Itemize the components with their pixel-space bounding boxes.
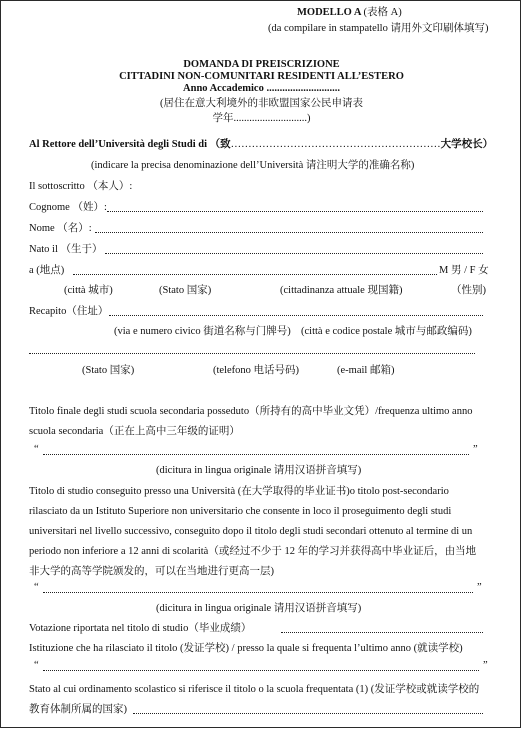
university-hint: (indicare la precisa denominazione dell’Università 请注明大学的准确名称)	[91, 160, 415, 171]
post-sec-text-2: rilasciato da un Istituto Superiore non universitario che consente in loco il proseguimento degli studi	[29, 506, 452, 517]
stato-sublabel: (Stato 国家)	[159, 285, 212, 296]
quote-close: ”	[477, 582, 482, 593]
luogo-label: a (地点)	[29, 265, 65, 276]
post-sec-text-4: periodo non inferiore a 12 anni di scolarità（或经过不少于 12 年的学习并获得高中毕业证后，由当地	[29, 546, 477, 557]
istituzione-label: Istituzione che ha rilasciato il titolo (发证学校) / presso la quale si frequenta l’ultimo anno (就读学校)	[29, 643, 463, 654]
birth-place-field[interactable]	[73, 274, 437, 275]
stato-ordinamento-label: Stato al cui ordinamento scolastico si riferisce il titolo o la scuola frequentata (1) (发证学校或就读学校的	[29, 684, 480, 695]
cognome-field[interactable]	[107, 211, 483, 212]
istituzione-field[interactable]	[43, 670, 479, 671]
fill-instruction: (da compilare in stampatello 请用外文印刷体填写)	[268, 23, 489, 34]
birth-date-field[interactable]	[105, 253, 483, 254]
quote-open: “	[34, 444, 39, 455]
academic-year-cn: 学年............................)	[212, 113, 311, 124]
nato-label: Nato il （生于）	[29, 244, 103, 255]
dicitura-hint-1: (dicitura in lingua originale 请用汉语拼音填写)	[156, 465, 362, 476]
form-title-cn: (居住在意大利境外的非欧盟国家公民申请表	[160, 98, 363, 109]
quote-close: ”	[483, 660, 488, 671]
recapito-label: Recapito（住址）	[29, 306, 109, 317]
quote-open: “	[34, 660, 39, 671]
post-sec-text-1: Titolo di studio conseguito presso una Università (在大学取得的毕业证书)o titolo post-secondario	[29, 486, 449, 497]
stato-ordinamento-label-2: 教育体制所属的国家)	[29, 704, 127, 715]
post-sec-text-3: universitari nel livello successivo, conseguito dopo il titolo degli studi secondari ottenuto al termine di un	[29, 526, 473, 537]
form-title: DOMANDA DI PREISCRIZIONE	[183, 59, 340, 70]
citta-sublabel: (città 城市)	[64, 285, 113, 296]
stato-address-sublabel: (Stato 国家)	[82, 365, 135, 376]
sex-selector[interactable]: M 男 / F 女	[439, 265, 489, 276]
nome-label: Nome （名）:	[29, 223, 92, 234]
votazione-label: Votazione riportata nel titolo di studio（毕业成绩）	[29, 623, 252, 634]
votazione-field[interactable]	[281, 632, 483, 633]
via-sublabel: (via e numero civico 街道名称与门牌号)	[114, 326, 291, 337]
quote-close: ”	[473, 444, 478, 455]
stato-ordinamento-field[interactable]	[133, 713, 483, 714]
quote-open: “	[34, 582, 39, 593]
modello-label: MODELLO A (表格 A)	[297, 7, 402, 18]
titolo-finale-label-2: scuola secondaria（正在上高中三年级的证明）	[29, 426, 240, 437]
post-sec-text-5: 非大学的高等学院颁发的，可以在当地进行更高一层)	[29, 566, 274, 577]
citta-cap-sublabel: (città e codice postale 城市与邮政编码)	[301, 326, 472, 337]
academic-year: Anno Accademico ............................	[183, 83, 340, 94]
rettore-line: Al Rettore dell’Università degli Studi di （致……………………………………………………大学校长）	[29, 139, 494, 150]
titolo-finale-field[interactable]	[43, 454, 469, 455]
telefono-sublabel: (telefono 电话号码)	[213, 365, 300, 376]
form-subtitle: CITTADINI NON-COMUNITARI RESIDENTI ALL’ESTERO	[119, 71, 404, 82]
sottoscritto-label: Il sottoscritto （本人）:	[29, 181, 133, 192]
titolo-finale-label: Titolo finale degli studi scuola secondaria posseduto（所持有的高中毕业文凭）/frequenza ultimo anno	[29, 406, 473, 417]
sesso-sublabel: （性别)	[451, 285, 486, 296]
cognome-label: Cognome （姓）:	[29, 202, 107, 213]
address-line-2-field[interactable]	[29, 353, 475, 354]
post-sec-field[interactable]	[43, 592, 473, 593]
address-field[interactable]	[109, 315, 483, 316]
email-sublabel: (e-mail 邮箱)	[337, 365, 395, 376]
dicitura-hint-2: (dicitura in lingua originale 请用汉语拼音填写)	[156, 603, 362, 614]
cittadinanza-sublabel: (cittadinanza attuale 现国籍)	[280, 285, 403, 296]
nome-field[interactable]	[95, 232, 483, 233]
